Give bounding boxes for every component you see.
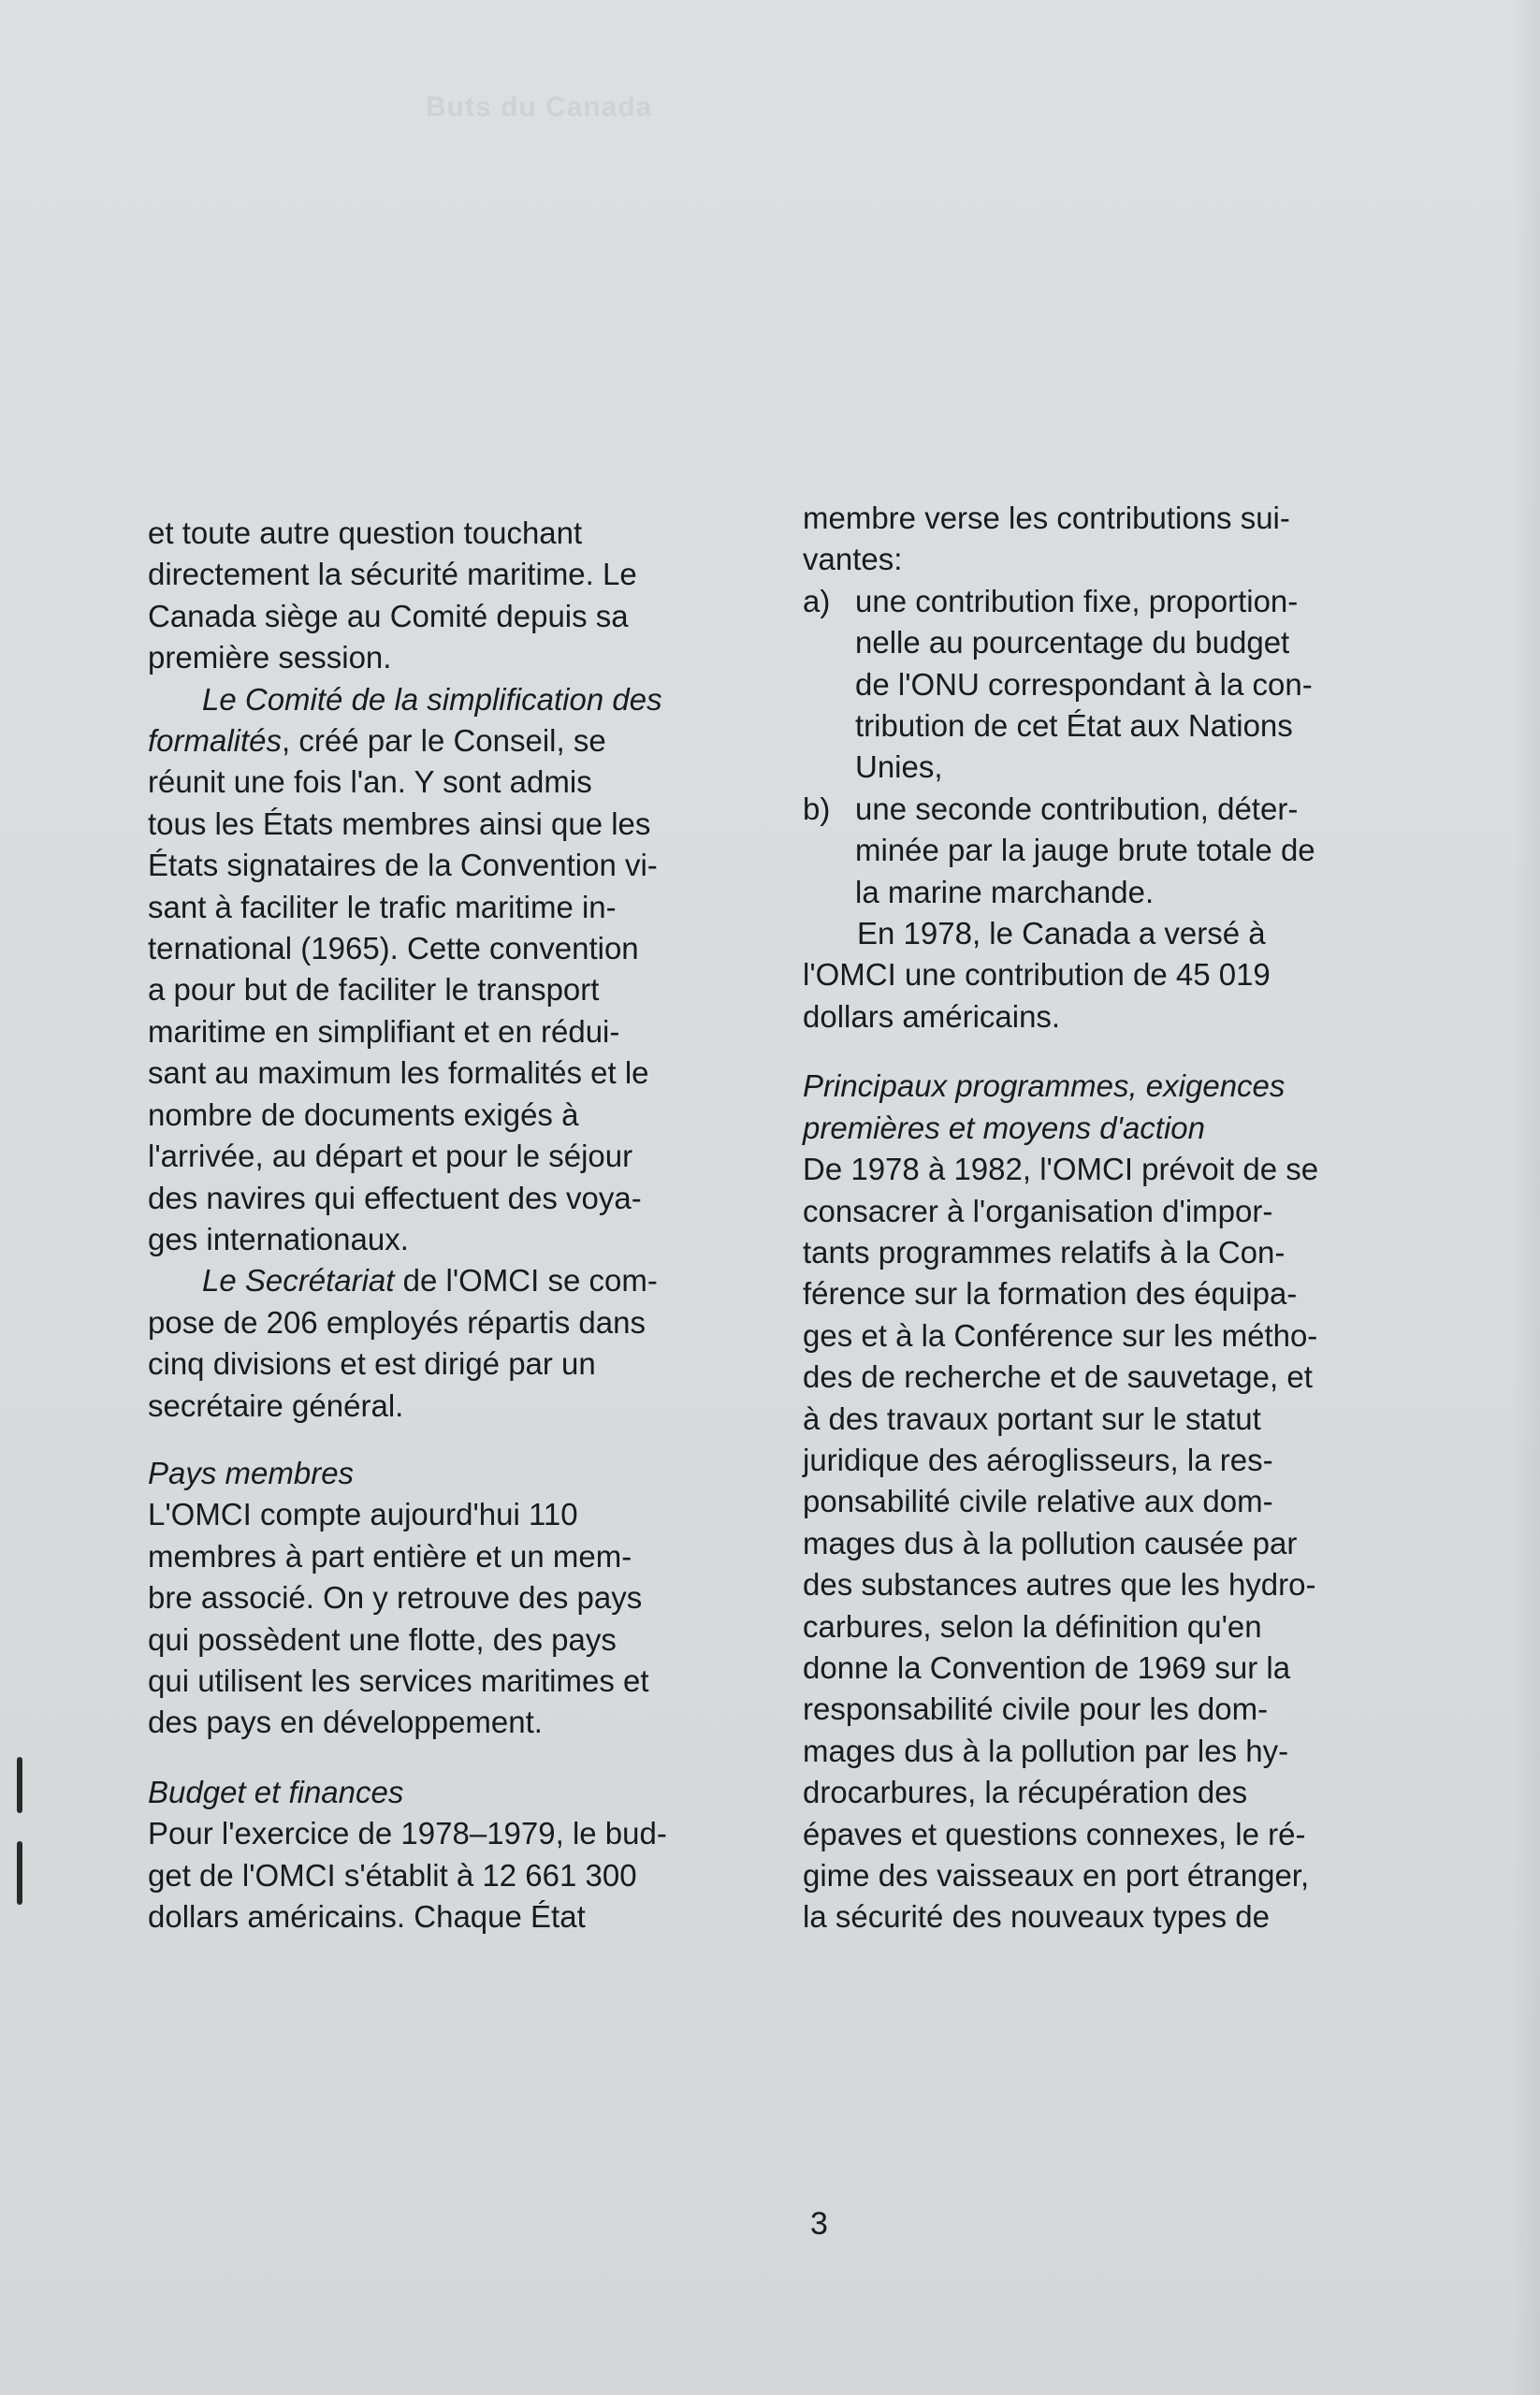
text-line: ges internationaux. xyxy=(148,1221,409,1256)
text-line: carbures, selon la définition qu'en xyxy=(803,1608,1262,1644)
text-line: des substances autres que les hydro- xyxy=(803,1567,1316,1603)
text-line: L'OMCI compte aujourd'hui 110 xyxy=(148,1497,578,1532)
text-line: nombre de documents exigés à xyxy=(148,1096,579,1132)
section-heading: Principaux programmes, exigences xyxy=(803,1068,1286,1104)
left-column xyxy=(148,513,803,1938)
text-line: maritime en simplifiant et en rédui- xyxy=(148,1013,620,1049)
text-line: a pour but de faciliter le transport xyxy=(148,972,600,1008)
section-heading: premières et moyens d'action xyxy=(803,1110,1205,1145)
text-line: à des travaux portant sur le statut xyxy=(803,1401,1261,1436)
text-line: ternational (1965). Cette convention xyxy=(148,931,639,966)
section-heading: Budget et finances xyxy=(148,1774,404,1809)
text-line: cinq divisions et est dirigé par un xyxy=(148,1346,596,1382)
text-line: Canada siège au Comité depuis sa xyxy=(148,598,629,633)
contributions-intro xyxy=(803,498,1458,581)
text-line: mages dus à la pollution par les hy- xyxy=(803,1733,1289,1768)
intro-paragraph xyxy=(148,513,803,679)
text-line: responsabilité civile pour les dom- xyxy=(803,1691,1269,1727)
text-line: qui utilisent les services maritimes et xyxy=(148,1662,649,1698)
text-line: États signataires de la Convention vi- xyxy=(148,848,658,883)
list-marker: a) xyxy=(803,583,831,618)
binding-mark-lower xyxy=(17,1841,22,1905)
secretariat-paragraph xyxy=(148,1260,803,1427)
right-column xyxy=(803,498,1458,1938)
text-line: secrétaire général. xyxy=(148,1387,404,1423)
section-heading: Pays membres xyxy=(148,1455,355,1490)
contribution-paragraph xyxy=(803,913,1458,1038)
text-line: l'OMCI une contribution de 45 019 xyxy=(803,957,1271,993)
text-line: première session. xyxy=(148,640,392,675)
show-through-header: Buts du Canada xyxy=(426,92,653,123)
text-line: et toute autre question touchant xyxy=(148,515,583,550)
text-line: des navires qui effectuent des voya- xyxy=(148,1180,642,1215)
text-line: gime des vaisseaux en port étranger, xyxy=(803,1858,1310,1893)
text-line: une seconde contribution, déter- xyxy=(855,791,1299,826)
list-item xyxy=(803,581,1458,789)
text-line: , créé par le Conseil, se xyxy=(282,723,606,759)
text-line: dollars américains. xyxy=(803,998,1061,1034)
text-line: de l'ONU correspondant à la con- xyxy=(855,666,1313,702)
text-line: En 1978, le Canada a versé à xyxy=(857,916,1266,951)
text-line: sant au maximum les formalités et le xyxy=(148,1055,649,1091)
text-line: membres à part entière et un mem- xyxy=(148,1538,632,1574)
text-line: l'arrivée, au départ et pour le séjour xyxy=(148,1139,633,1174)
text-line: sant à faciliter le trafic maritime in- xyxy=(148,889,617,924)
text-line: ponsabilité civile relative aux dom- xyxy=(803,1484,1273,1519)
text-line: De 1978 à 1982, l'OMCI prévoit de se xyxy=(803,1152,1319,1187)
text-line: tribution de cet État aux Nations xyxy=(855,708,1293,744)
text-line: dollars américains. Chaque État xyxy=(148,1899,586,1934)
comite-paragraph xyxy=(148,679,803,1261)
text-line: des de recherche et de sauvetage, et xyxy=(803,1359,1313,1395)
text-line: réunit une fois l'an. Y sont admis xyxy=(148,764,592,800)
text-line: get de l'OMCI s'établit à 12 661 300 xyxy=(148,1857,637,1893)
text-line: une contribution fixe, proportion- xyxy=(855,583,1299,618)
text-line: férence sur la formation des équipa- xyxy=(803,1276,1298,1312)
text-line: membre verse les contributions sui- xyxy=(803,501,1290,535)
text-line: la sécurité des nouveaux types de xyxy=(803,1899,1270,1935)
text-line: nelle au pourcentage du budget xyxy=(855,625,1290,660)
text-line: drocarbures, la récupération des xyxy=(803,1775,1248,1810)
text-line: tous les États membres ainsi que les xyxy=(148,806,651,841)
text-line: épaves et questions connexes, le ré- xyxy=(803,1816,1306,1851)
text-line: vantes: xyxy=(803,542,903,577)
text-line: juridique des aéroglisseurs, la res- xyxy=(803,1442,1273,1477)
text-line: des pays en développement. xyxy=(148,1705,543,1740)
text-line: consacrer à l'organisation d'impor- xyxy=(803,1193,1273,1228)
page-number: 3 xyxy=(810,2206,828,2242)
contributions-list xyxy=(803,581,1458,913)
text-line: tants programmes relatifs à la Con- xyxy=(803,1234,1286,1270)
text-line: la marine marchande. xyxy=(855,874,1155,909)
text-line: bre associé. On y retrouve des pays xyxy=(148,1580,643,1616)
text-line: Pour l'exercice de 1978–1979, le bud- xyxy=(148,1816,667,1851)
text-line: donne la Convention de 1969 sur la xyxy=(803,1649,1291,1685)
text-line: minée par la jauge brute totale de xyxy=(855,833,1315,868)
list-marker: b) xyxy=(803,791,831,826)
binding-mark-upper xyxy=(17,1757,22,1813)
comite-term: Le Comité de la simplification des xyxy=(202,681,662,717)
programmes-section xyxy=(803,1066,1458,1938)
text-line: pose de 206 employés répartis dans xyxy=(148,1304,646,1340)
text-line: directement la sécurité maritime. Le xyxy=(148,557,637,592)
page-shadow-edge xyxy=(1512,0,1540,2395)
secretariat-term: Le Secrétariat xyxy=(202,1263,395,1299)
text-line: ges et à la Conférence sur les métho- xyxy=(803,1317,1318,1353)
comite-term-cont: formalités xyxy=(148,723,283,759)
budget-section xyxy=(148,1772,803,1938)
text-line: de l'OMCI se com- xyxy=(394,1263,658,1299)
text-line: qui possèdent une flotte, des pays xyxy=(148,1621,617,1657)
list-item xyxy=(803,789,1458,913)
text-line: mages dus à la pollution causée par xyxy=(803,1525,1298,1560)
text-line: Unies, xyxy=(855,749,943,785)
pays-membres-section xyxy=(148,1453,803,1744)
